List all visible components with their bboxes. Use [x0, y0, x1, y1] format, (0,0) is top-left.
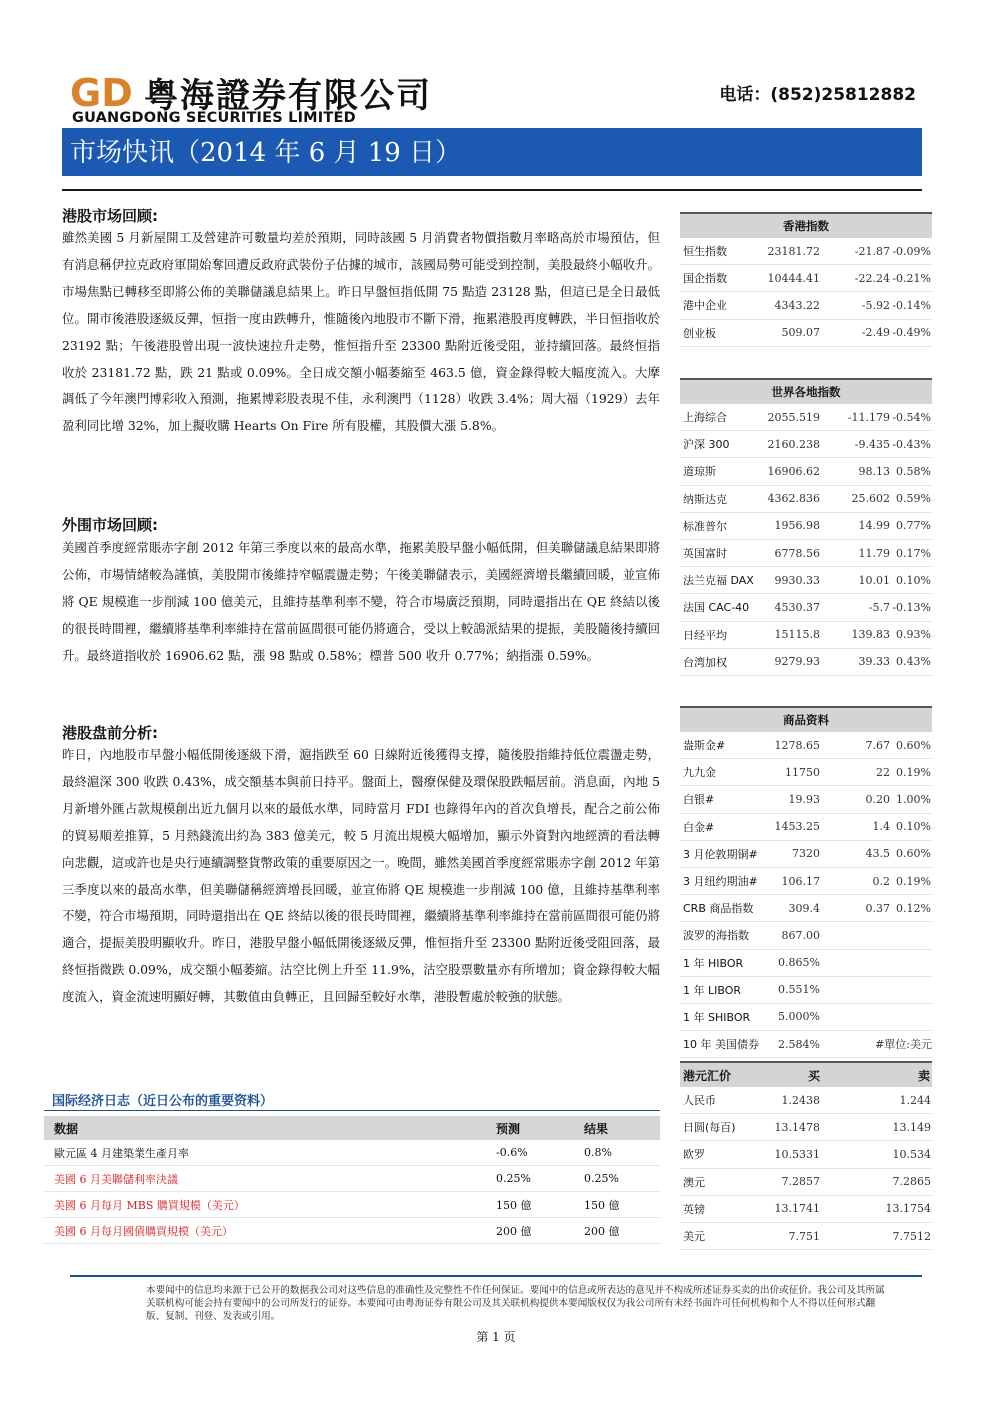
table-row: [680, 759, 932, 786]
table-row: [680, 977, 932, 1004]
table-row: [44, 1140, 660, 1166]
sell-rate: 1.244: [899, 1093, 931, 1107]
index-change: -2.49: [861, 326, 890, 340]
item-value: 5.000%: [778, 1010, 820, 1024]
item-name: 1 年 LIBOR: [683, 983, 742, 997]
header-forecast: 预测: [496, 1121, 521, 1136]
table-row: [680, 1114, 932, 1141]
table-row: [44, 1166, 660, 1192]
table-title: 商品资料: [680, 706, 932, 732]
table-row: [44, 1218, 660, 1244]
unit-note: #單位:美元: [875, 1038, 932, 1052]
header-data: 数据: [54, 1121, 79, 1136]
item-name: 10 年 美国债券: [683, 1038, 759, 1052]
item-value: 867.00: [781, 928, 820, 942]
index-change: 14.99: [858, 519, 890, 533]
table-row: [680, 1141, 932, 1168]
index-pct: -0.14%: [892, 298, 931, 312]
event-forecast: 150 億: [496, 1198, 532, 1212]
index-change: -11.179: [847, 410, 890, 424]
item-change: 7.67: [865, 738, 890, 752]
calendar-divider: [44, 1110, 660, 1111]
table-row: [680, 1004, 932, 1031]
index-change: 139.83: [851, 628, 890, 642]
header-result: 结果: [584, 1121, 609, 1136]
index-pct: 0.10%: [896, 573, 931, 587]
event-result: 200 億: [584, 1224, 620, 1238]
table-row: [680, 950, 932, 977]
table-header-row: [44, 1116, 660, 1140]
table-row: [680, 649, 932, 676]
item-name: CRB 商品指数: [683, 902, 754, 916]
index-name: 日经平均: [683, 628, 727, 642]
section-title-hk-review: 港股市场回顾:: [62, 207, 158, 225]
item-value: 106.17: [781, 874, 820, 888]
item-value: 1278.65: [774, 738, 820, 752]
item-change: 0.2: [872, 874, 890, 888]
index-change: -5.92: [861, 298, 890, 312]
index-name: 国企指数: [683, 272, 727, 286]
divider: [62, 189, 922, 191]
index-change: -22.24: [854, 271, 890, 285]
item-value: 11750: [785, 765, 820, 779]
table-row: [680, 622, 932, 649]
sell-rate: 13.149: [892, 1120, 931, 1134]
index-name: 标准普尔: [683, 519, 727, 533]
index-pct: 0.43%: [896, 655, 931, 669]
section-text-hk-review: 雖然美國 5 月新屋開工及營建許可數量均差於預期，同時該國 5 月消費者物價指數月率略高於市場預估，但有消息稱伊拉克政府軍開始奪回遭反政府武裝份子佔據的城市，該國局勢可能受到控制，美股最終小幅收升。市場焦點已轉移至即將公佈的美聯儲議息結果上。昨日早盤恒指低開 75 點造 23128 點，但這已是全日最低位。開市後港股逐級反彈，恒指一度由跌轉升，惟隨後內地股市不斷下滑，拖累港股再度轉跌，半日恒指收於 23192 點；午後港股曾出現一波快速拉升走勢，惟恒指升至 23300 點附近後受阻，並持續回落。最終恒指收於 23181.72 點，跌 21 點或 0.09%。全日成交額小幅萎縮至 463.5 億，資金錄得較大幅度流入。大摩調低了今年澳門博彩收入預測，拖累博彩股表現不佳，永利澳門（1128）收跌 3.4%；周大福（1929）去年盈利同比增 32%，加上擬收購 Hearts On Fire 所有股權，其股價大漲 5.8%。: [62, 230, 660, 434]
table-title: 香港指数: [680, 212, 932, 238]
item-value: 0.865%: [778, 956, 820, 970]
table-row: [680, 513, 932, 540]
sell-rate: 13.1754: [885, 1202, 931, 1216]
table-header-row: [680, 1061, 932, 1087]
currency-name: 欧罗: [683, 1148, 705, 1162]
index-pct: -0.21%: [892, 271, 931, 285]
commodities-table: [680, 706, 932, 1058]
section-text-global-review: 美國首季度經常賬赤字創 2012 年第三季度以來的最高水準，拖累美股早盤小幅低開，但美聯儲議息結果即將公佈，市場情緒較為謹慎，美股開市後維持窄幅震盪走勢；午後美聯儲表示，美國經濟增長繼續回暖，並宣佈將 QE 規模進一步削減 100 億美元，且維持基準利率不變，符合市場廣泛預期，同時還指出在 QE 終結以後的很長時間裡，繼續將基準利率維持在當前區間很可能仍將適合，受以上較鴿派結果的提振，美股隨後持續回升。最終道指收於 16906.62 點，漲 98 點或 0.58%；標普 500 收升 0.77%；納指漲 0.59%。: [62, 540, 660, 663]
index-pct: -0.43%: [892, 437, 931, 451]
table-row: [680, 594, 932, 621]
item-pct: 0.10%: [896, 820, 931, 834]
item-value: 2.584%: [778, 1037, 820, 1051]
table-row: [680, 814, 932, 841]
index-pct: -0.54%: [892, 410, 931, 424]
page-number: 第 1 页: [476, 1330, 516, 1344]
table-row: [680, 895, 932, 922]
table-row: [680, 238, 932, 265]
world-indices-table: [680, 378, 932, 676]
table-row: [680, 1031, 932, 1058]
index-pct: 0.77%: [896, 519, 931, 533]
index-value: 6778.56: [774, 546, 820, 560]
phone-number: 电话：(852)25812882: [719, 85, 916, 105]
index-name: 台湾加权: [683, 655, 727, 669]
header-sell: 卖: [917, 1068, 930, 1083]
event-forecast: 200 億: [496, 1224, 532, 1238]
table-title: 世界各地指数: [680, 378, 932, 404]
index-pct: 0.58%: [896, 464, 931, 478]
item-change: 43.5: [865, 847, 890, 861]
index-value: 9930.33: [774, 573, 820, 587]
currency-name: 人民币: [683, 1094, 716, 1108]
index-value: 2160.238: [767, 437, 820, 451]
item-name: 1 年 SHIBOR: [683, 1010, 751, 1024]
item-value: 19.93: [788, 792, 820, 806]
index-name: 纳斯达克: [683, 492, 727, 506]
table-row: [680, 458, 932, 485]
event-name: 美國 6 月每月 MBS 購買規模（美元）: [54, 1198, 245, 1212]
event-forecast: 0.25%: [496, 1172, 531, 1185]
index-value: 15115.8: [774, 628, 820, 642]
table-row: [680, 404, 932, 431]
item-name: 白银#: [683, 793, 715, 807]
event-result: 0.25%: [584, 1172, 619, 1185]
currency-name: 英镑: [683, 1202, 705, 1216]
table-row: [680, 292, 932, 319]
index-value: 4530.37: [774, 600, 820, 614]
buy-rate: 1.2438: [781, 1093, 820, 1107]
index-value: 10444.41: [767, 271, 820, 285]
index-name: 英国富时: [683, 547, 727, 561]
item-pct: 0.19%: [896, 874, 931, 888]
item-value: 0.551%: [778, 983, 820, 997]
item-pct: 0.60%: [896, 738, 931, 752]
table-row: [680, 868, 932, 895]
event-forecast: -0.6%: [496, 1146, 528, 1159]
index-value: 509.07: [781, 326, 820, 340]
index-change: 25.602: [851, 492, 890, 506]
index-value: 23181.72: [767, 244, 820, 258]
index-value: 2055.519: [767, 410, 820, 424]
item-pct: 0.12%: [896, 901, 931, 915]
index-change: 11.79: [858, 546, 890, 560]
index-pct: -0.09%: [892, 244, 931, 258]
index-pct: -0.13%: [892, 600, 931, 614]
event-name: 歐元區 4 月建築業生產月率: [54, 1146, 189, 1160]
index-name: 上海综合: [683, 411, 727, 425]
index-value: 4343.22: [774, 298, 820, 312]
disclaimer: 本要闻中的信息均来源于已公开的数据我公司对这些信息的准确性及完整性不作任何保证。要闻中的信息或所表达的意见并不构成所述证券买卖的出价或征价。我公司及其所属关联机构可能会持有要闻中的公司所发行的证券。本要闻可由粤海证券有限公司及其关联机构提供本要闻版权仅为我公司所有未经书面许可任何机构和个人不得以任何形式翻版、复制、刊登、发表或引用。: [146, 1285, 885, 1323]
index-change: -5.7: [868, 600, 890, 614]
footer-divider: [70, 1275, 922, 1277]
index-value: 16906.62: [767, 464, 820, 478]
table-row: [44, 1192, 660, 1218]
item-change: 1.4: [872, 820, 890, 834]
index-name: 创业板: [683, 326, 716, 340]
table-row: [680, 1196, 932, 1223]
item-change: 22: [876, 765, 890, 779]
table-row: [680, 1169, 932, 1196]
index-value: 9279.93: [774, 655, 820, 669]
item-value: 309.4: [788, 901, 820, 915]
buy-rate: 13.1478: [774, 1120, 820, 1134]
fx-table: [680, 1061, 932, 1250]
table-row: [680, 431, 932, 458]
sell-rate: 10.534: [892, 1147, 931, 1161]
index-change: 98.13: [858, 464, 890, 478]
table-row: [680, 540, 932, 567]
table-row: [680, 567, 932, 594]
item-pct: 0.60%: [896, 847, 931, 861]
currency-name: 日圆(每百): [683, 1121, 736, 1135]
table-row: [680, 786, 932, 813]
index-name: 法兰克福 DAX: [683, 574, 754, 588]
event-result: 150 億: [584, 1198, 620, 1212]
sell-rate: 7.2865: [892, 1175, 931, 1189]
item-name: 白金#: [683, 820, 715, 834]
item-change: 0.37: [865, 901, 890, 915]
table-row: [680, 320, 932, 347]
hk-indices-table: [680, 212, 932, 347]
item-name: 3 月纽约期油#: [683, 875, 758, 889]
item-pct: 0.19%: [896, 765, 931, 779]
table-row: [680, 1087, 932, 1114]
sell-rate: 7.7512: [892, 1229, 931, 1243]
table-row: [680, 841, 932, 868]
currency-name: 美元: [683, 1230, 705, 1244]
item-name: 波罗的海指数: [683, 929, 749, 943]
index-pct: -0.49%: [892, 326, 931, 340]
buy-rate: 7.2857: [781, 1175, 820, 1189]
item-pct: 1.00%: [896, 792, 931, 806]
index-value: 1956.98: [774, 519, 820, 533]
buy-rate: 10.5331: [774, 1147, 820, 1161]
company-name-cn: 粤海證券有限公司: [144, 76, 432, 116]
index-change: -21.87: [854, 244, 890, 258]
event-name: 美國 6 月每月國債購買規模（美元）: [54, 1224, 233, 1238]
currency-name: 澳元: [683, 1175, 705, 1189]
item-change: 0.20: [865, 792, 890, 806]
table-row: [680, 1223, 932, 1250]
index-name: 道琼斯: [683, 465, 716, 479]
index-change: 39.33: [858, 655, 890, 669]
event-name: 美國 6 月美聯儲利率決議: [54, 1172, 178, 1186]
buy-rate: 13.1741: [774, 1202, 820, 1216]
index-pct: 0.59%: [896, 492, 931, 506]
index-value: 4362.836: [767, 492, 820, 506]
section-text-premarket: 昨日，內地股市早盤小幅低開後逐級下滑，滬指跌至 60 日線附近後獲得支撐，隨後股指維持低位震盪走勢，最終滬深 300 收跌 0.43%，成交額基本與前日持平。盤面上，醫療保健及環保股跌幅居前。消息面，內地 5 月新增外匯占款規模創出近九個月以來的最低水準，同時當月 FDI 也錄得年內的首次負增長，配合之前公佈的貿易順差推算，5 月熱錢流出約為 383 億美元，較 5 月流出規模大幅增加，顯示外資對內地經濟的看法轉向悲觀，這或許也是央行連續調整貨幣政策的重要原因之一。晚間，雖然美國首季度經常賬赤字創 2012 年第三季度以來的最高水準，但美聯儲稱經濟增長回暖，並宣佈將 QE 規模進一步削減 100 億，且維持基準利率不變，符合市場預期，同時還指出在 QE 終結以後的很長時間裡，繼續將基準利率維持在當前區間很可能仍將適合，提振美股明顯收升。昨日，港股早盤小幅低開後逐級反彈，惟恒指升至 23300 點附近後受阻回落，最終恒指微跌 0.09%，成交額小幅萎縮。沽空比例上升至 11.9%，沽空股票數量亦有所增加；資金錄得較大幅度流入，資金流速明顯好轉，其數值由負轉正，且回歸至較好水準，港股暫處於較強的狀態。: [62, 747, 660, 1005]
company-name-en: GUANGDONG SECURITIES LIMITED: [72, 110, 356, 126]
item-value: 7320: [792, 847, 820, 861]
event-result: 0.8%: [584, 1146, 612, 1159]
header-currency: 港元汇价: [683, 1068, 732, 1083]
index-name: 法国 CAC-40: [683, 601, 750, 615]
index-name: 港中企业: [683, 299, 727, 313]
index-name: 沪深 300: [683, 438, 730, 452]
section-title-global-review: 外围市场回顾:: [62, 516, 158, 534]
table-row: [680, 486, 932, 513]
gd-logo-icon: [70, 72, 134, 112]
section-title-premarket: 港股盘前分析:: [62, 724, 158, 742]
company-logo: [70, 68, 430, 134]
header-buy: 买: [807, 1068, 820, 1083]
index-pct: 0.93%: [896, 628, 931, 642]
index-change: 10.01: [858, 573, 890, 587]
economic-calendar-table: [44, 1116, 660, 1244]
item-name: 1 年 HIBOR: [683, 956, 744, 970]
table-row: [680, 732, 932, 759]
item-name: 3 月伦敦期铜#: [683, 847, 758, 861]
page-title: 市场快讯（2014 年 6 月 19 日）: [70, 138, 462, 168]
index-pct: 0.17%: [896, 546, 931, 560]
table-row: [680, 922, 932, 949]
index-change: -9.435: [854, 437, 890, 451]
calendar-title: 国际经济日志（近日公布的重要资料）: [52, 1094, 274, 1109]
buy-rate: 7.751: [788, 1229, 820, 1243]
item-value: 1453.25: [774, 820, 820, 834]
item-name: 盎斯金#: [683, 739, 726, 753]
index-name: 恒生指数: [683, 245, 727, 259]
title-banner: [62, 128, 922, 176]
item-name: 九九金: [683, 766, 716, 780]
logo-letters: GD: [70, 72, 133, 112]
table-row: [680, 265, 932, 292]
